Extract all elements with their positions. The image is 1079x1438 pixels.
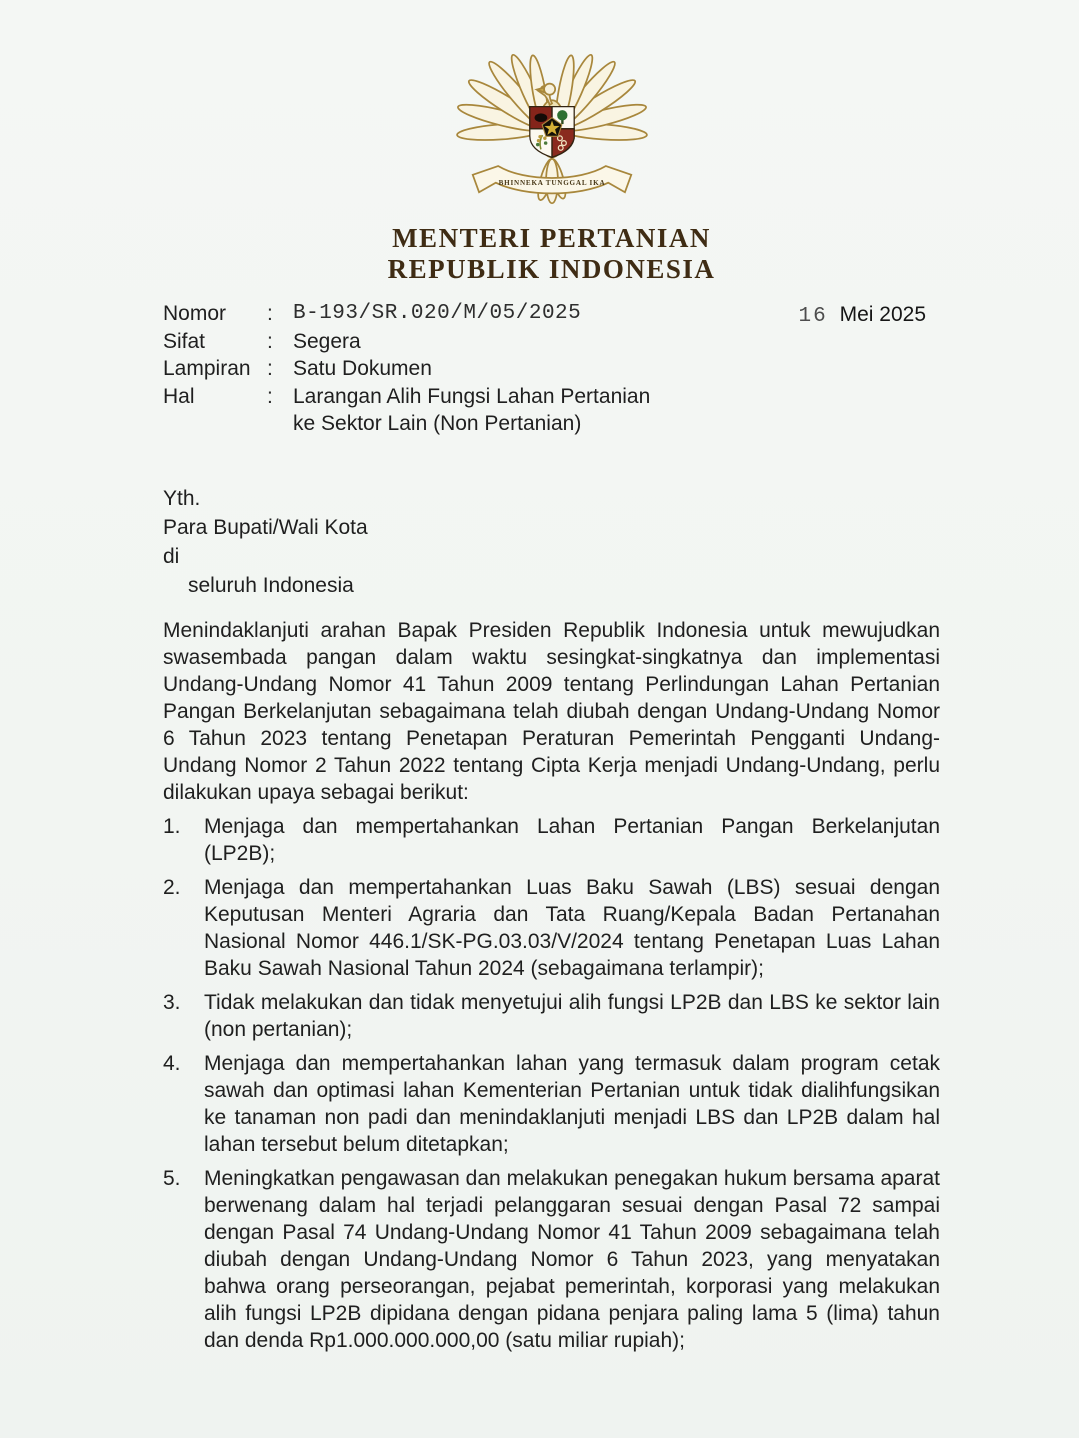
letter-date <box>799 301 926 331</box>
directive-item <box>163 874 940 982</box>
meta-row-lampiran <box>163 355 940 383</box>
letterhead <box>163 40 940 221</box>
directive-item <box>163 1165 940 1354</box>
letter-subject-line2: ke Sektor Lain (Non Pertanian) <box>293 412 582 435</box>
addressee-block <box>163 484 940 600</box>
directive-text: Menjaga dan mempertahankan Luas Baku Sawah (LBS) sesuai dengan Keputusan Menteri Agraria dan Tata Ruang/Kepala Badan Pertanahan Nasional Nomor 446.1/SK-PG.03.03/V/2024 tentang Penetapan Luas Lahan Baku Sawah Nasional Tahun 2024 (sebagaimana terlampir); <box>204 875 940 980</box>
meta-label-lampiran: Lampiran <box>163 357 251 380</box>
garuda-pancasila-icon <box>433 40 671 216</box>
letter-subject-line1: Larangan Alih Fungsi Lahan Pertanian <box>293 384 651 408</box>
letter-urgency: Segera <box>293 329 361 353</box>
directive-list <box>163 813 940 1354</box>
addressee-salutation: Yth. <box>163 486 201 510</box>
directive-item <box>163 1050 940 1158</box>
meta-colon: : <box>267 384 273 408</box>
directive-number: 2. <box>163 875 181 899</box>
directive-text: Meningkatkan pengawasan dan melakukan penegakan hukum bersama aparat berwenang dalam hal terjadi pelanggaran sesuai dengan Pasal 72 sampai dengan Pasal 74 Undang-Undang Nomor 41 Tahun 2009 sebagaimana telah diubah dengan Undang-Undang Nomor 6 Tahun 2023, yang menyatakan bahwa orang perseorangan, pejabat pemerintah, korporasi yang melakukan alih fungsi LP2B dipidana dengan pidana penjara paling lama 5 (lima) tahun dan denda Rp1.000.000.000,00 (satu miliar rupiah); <box>204 1166 940 1352</box>
emblem-motto-text: BHINNEKA TUNGGAL IKA <box>498 179 605 188</box>
letter-date-day: 16 <box>798 305 828 328</box>
meta-colon: : <box>267 302 273 325</box>
directive-number: 1. <box>163 814 181 838</box>
meta-label-sifat: Sifat <box>163 329 206 353</box>
meta-label-hal: Hal <box>163 384 195 408</box>
meta-colon: : <box>267 329 273 353</box>
directive-number: 3. <box>163 990 181 1014</box>
ministry-title-line1: MENTERI PERTANIAN <box>392 223 711 253</box>
ministry-title <box>163 223 940 285</box>
addressee-recipient: Para Bupati/Wali Kota <box>163 515 368 539</box>
letter-attachment: Satu Dokumen <box>293 357 432 380</box>
letter-opening-paragraph: Menindaklanjuti arahan Bapak Presiden Republik Indonesia untuk mewujudkan swasembada pangan dalam waktu sesingkat-singkatnya dan implementasi Undang-Undang Nomor 41 Tahun 2009 tentang Perlindungan Lahan Pertanian Pangan Berkelanjutan sebagaimana telah diubah dengan Undang-Undang Nomor 6 Tahun 2023 tentang Penetapan Peraturan Pemerintah Pengganti Undang-Undang Nomor 2 Tahun 2022 tentang Cipta Kerja menjadi Undang-Undang, perlu dilakukan upaya sebagai berikut: <box>163 618 940 804</box>
meta-label-nomor: Nomor <box>163 302 227 325</box>
meta-colon: : <box>267 357 273 380</box>
directive-text: Menjaga dan mempertahankan Lahan Pertanian Pangan Berkelanjutan (LP2B); <box>204 814 940 865</box>
directive-text: Menjaga dan mempertahankan lahan yang termasuk dalam program cetak sawah dan optimasi lahan Kementerian Pertanian untuk tidak dialihfungsikan ke tanaman non padi dan menindaklanjuti menjadi LBS dan LP2B dalam hal lahan tersebut belum ditetapkan; <box>204 1051 940 1156</box>
addressee-location: seluruh Indonesia <box>188 573 354 597</box>
letter-date-month-year: Mei 2025 <box>839 303 926 326</box>
letter-number: B-193/SR.020/M/05/2025 <box>293 302 582 325</box>
directive-number: 4. <box>163 1051 181 1075</box>
directive-number: 5. <box>163 1166 181 1190</box>
directive-text: Tidak melakukan dan tidak menyetujui alih fungsi LP2B dan LBS ke sektor lain (non pertanian); <box>204 990 940 1041</box>
directive-item <box>163 813 940 867</box>
directive-item <box>163 989 940 1043</box>
meta-row-hal <box>163 383 940 438</box>
ministry-title-line2: REPUBLIK INDONESIA <box>387 254 716 284</box>
letter-subject <box>293 383 940 438</box>
addressee-preposition: di <box>163 544 180 568</box>
meta-row-sifat <box>163 328 940 356</box>
letter-meta <box>163 300 940 438</box>
